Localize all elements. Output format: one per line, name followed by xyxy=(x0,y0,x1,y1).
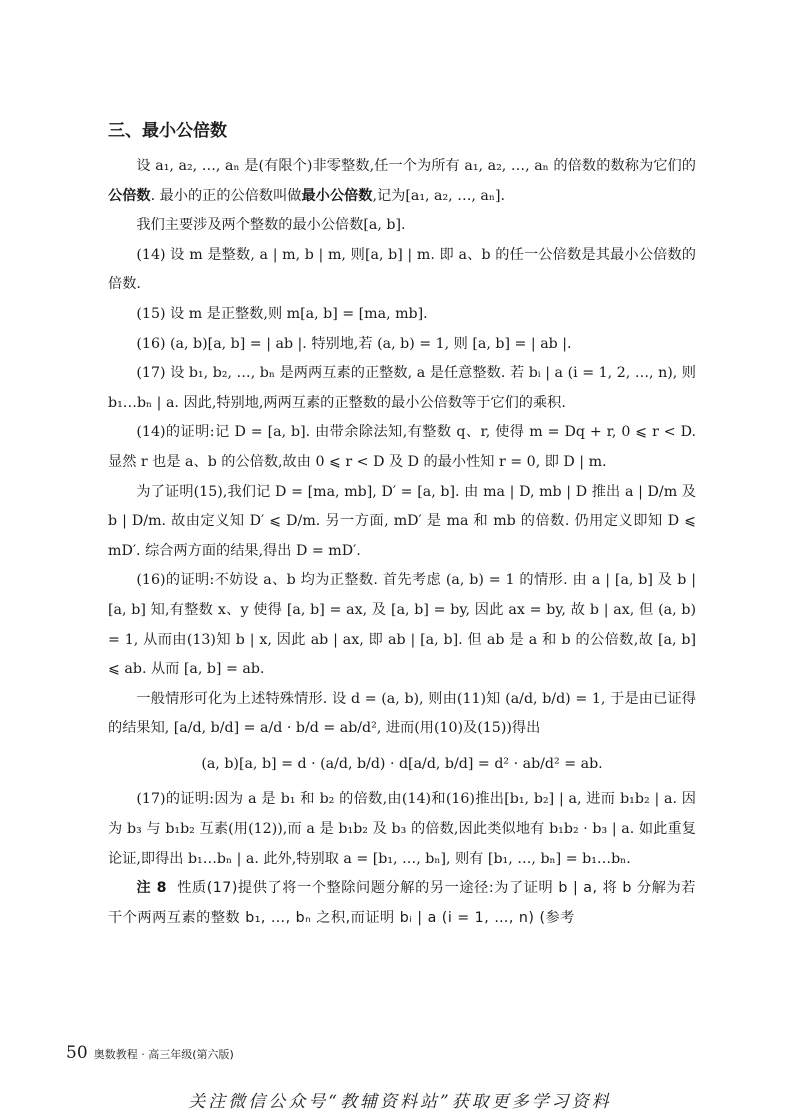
definition-text-2: . 最小的正的公倍数叫做 xyxy=(150,187,302,204)
proof-15: 为了证明(15),我们记 D = [ma, mb], D′ = [a, b]. 由 ma | D, mb | D 推出 a | D/m 及 b | D/m. 故由定义知 D′ ⩽ D/m. 另一方面, mD′ 是 ma 和 mb 的倍数. 仍用定义即知 D ⩽ mD′. 综合两方面的结果,得出 D = mD′. xyxy=(108,483,696,559)
proof-17: (17)的证明:因为 a 是 b₁ 和 b₂ 的倍数,由(14)和(16)推出[b₁, b₂] | a, 进而 b₁b₂ | a. 因为 b₃ 与 b₁b₂ 互素(用(12)),而 a 是 b₁b₂ 及 b₃ 的倍数,因此类似地有 b₁b₂ · b₃ | a. 如此重复论证,即得出 b₁…bₙ | a. 此外,特别取 a = [b₁, …, bₙ], 则有 [b₁, …, bₙ] = b₁…bₙ. xyxy=(108,791,696,867)
footer xyxy=(66,1043,234,1063)
definition-text-1: 设 a₁, a₂, …, aₙ 是(有限个)非零整数,任一个为所有 a₁, a₂, …, aₙ 的倍数的数称为它们的 xyxy=(136,158,696,174)
display-equation: (a, b)[a, b] = d · (a/d, b/d) · d[a/d, b/d] = d² · ab/d² = ab. xyxy=(201,755,603,772)
proof-14: (14)的证明:记 D = [a, b]. 由带余除法知,有整数 q、r, 使得 m = Dq + r, 0 ⩽ r < D. 显然 r 也是 a、b 的公倍数,故由 0 ⩽ r < D 及 D 的最小性知 r = 0, 即 D | m. xyxy=(108,424,696,470)
property-16: (16) (a, b)[a, b] = | ab |. 特别地,若 (a, b) = 1, 则 [a, b] = | ab |. xyxy=(136,335,572,352)
watermark-text: 关注微信公众号“教辅资料站”获取更多学习资料 xyxy=(188,1092,612,1112)
book-title: 奥数教程 · 高三年级(第六版) xyxy=(93,1048,234,1061)
property-15: (15) 设 m 是正整数,则 m[a, b] = [ma, mb]. xyxy=(136,305,428,322)
term-common-multiple: 公倍数 xyxy=(108,187,151,204)
paragraph-definition xyxy=(108,152,696,211)
section-heading: 三、最小公倍数 xyxy=(108,121,227,141)
note-label: 注 8 xyxy=(136,880,168,897)
body-text xyxy=(108,152,696,933)
proof-16-general: 一般情形可化为上述特殊情形. 设 d = (a, b), 则由(11)知 (a/d, b/d) = 1, 于是由已证得的结果知, [a/d, b/d] = a/d · b/d = ab/d², 进而(用(10)及(15))得出 xyxy=(108,690,696,737)
proof-16: (16)的证明:不妨设 a、b 均为正整数. 首先考虑 (a, b) = 1 的情形. 由 a | [a, b] 及 b | [a, b] 知,有整数 x、y 使得 [a, b] = ax, 及 [a, b] = by, 因此 ax = by, 故 b | ax, 但 (a, b) = 1, 从而由(13)知 b | x, 因此 ab | ax, 即 ab | [a, b]. 但 ab 是 a 和 b 的公倍数,故 [a, b] ⩽ ab. 从而 [a, b] = ab. xyxy=(108,572,696,678)
note-8 xyxy=(108,874,696,933)
definition-text-3: ,记为[a₁, a₂, …, aₙ]. xyxy=(372,187,506,204)
page-number: 50 xyxy=(66,1043,88,1063)
note-text: 性质(17)提供了将一个整除问题分解的另一途径:为了证明 b | a, 将 b 分解为若干个两两互素的整数 b₁, …, bₙ 之积,而证明 bᵢ | a (i = 1, …, n) (参考 xyxy=(108,880,696,926)
property-14: (14) 设 m 是整数, a | m, b | m, 则[a, b] | m. 即 a、b 的任一公倍数是其最小公倍数的倍数. xyxy=(108,246,696,293)
property-17: (17) 设 b₁, b₂, …, bₙ 是两两互素的正整数, a 是任意整数. 若 bᵢ | a (i = 1, 2, …, n), 则 b₁…bₙ | a. 因此,特别地,两两互素的正整数的最小公倍数等于它们的乘积. xyxy=(108,365,696,411)
paragraph-intro: 我们主要涉及两个整数的最小公倍数[a, b]. xyxy=(136,217,406,234)
term-least-common-multiple: 最小公倍数 xyxy=(301,187,373,204)
